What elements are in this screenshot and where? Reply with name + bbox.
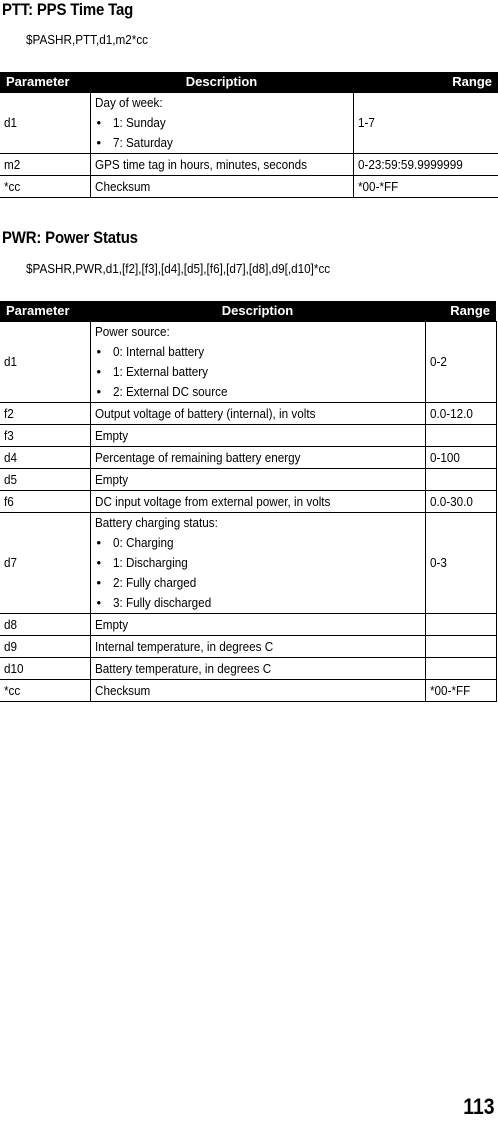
description-cell: [90, 614, 425, 636]
range-value: 0-3: [429, 555, 447, 570]
list-item-text: 1: Discharging: [112, 555, 188, 570]
parameter-name: *cc: [4, 682, 21, 698]
list-item: [95, 113, 349, 133]
pwr-header-range: Range: [425, 301, 496, 322]
pwr-header-description: Description: [90, 301, 425, 322]
table-row: [0, 491, 496, 513]
table-row: [0, 154, 498, 176]
parameter-cell: [0, 614, 90, 636]
parameter-cell: [0, 176, 90, 198]
parameter-cell: [0, 658, 90, 680]
range-cell: [425, 403, 496, 425]
table-row: [0, 658, 496, 680]
parameter-name: d10: [4, 660, 24, 676]
range-value: 0-2: [429, 354, 447, 369]
range-value: 0-23:59:59.9999999: [357, 156, 463, 172]
parameter-cell: [0, 154, 90, 176]
range-cell: [425, 491, 496, 513]
range-cell: [425, 680, 496, 702]
parameter-name: d4: [4, 449, 18, 465]
parameter-cell: [0, 403, 90, 425]
parameter-name: d7: [4, 555, 18, 570]
description-text: Checksum: [94, 178, 150, 194]
table-row: [0, 425, 496, 447]
description-text: Power source:: [94, 324, 170, 339]
pwr-section-title: PWR: Power Status: [2, 228, 138, 247]
description-cell: [90, 513, 425, 614]
list-item-text: 0: Internal battery: [112, 344, 204, 359]
description-cell: [90, 403, 425, 425]
parameter-name: d8: [4, 616, 18, 632]
range-value: 0.0-30.0: [429, 493, 473, 509]
parameter-name: d9: [4, 638, 18, 654]
description-cell: [90, 469, 425, 491]
list-item-text: 7: Saturday: [112, 135, 173, 150]
table-row: [0, 614, 496, 636]
ptt-parameter-table: [0, 72, 498, 198]
description-text: Empty: [94, 471, 128, 487]
ptt-table-header: [0, 72, 498, 93]
parameter-name: f3: [4, 427, 14, 443]
parameter-cell: [0, 513, 90, 614]
parameter-name: *cc: [4, 178, 21, 194]
bullet-list: [95, 113, 349, 153]
parameter-name: d1: [4, 354, 18, 369]
pwr-table-header: [0, 301, 496, 322]
list-item-text: 1: External battery: [112, 364, 208, 379]
table-row: [0, 447, 496, 469]
parameter-name: m2: [4, 156, 21, 172]
range-cell: [425, 636, 496, 658]
description-text: Battery temperature, in degrees C: [94, 660, 271, 676]
parameter-cell: [0, 491, 90, 513]
range-cell: [353, 154, 498, 176]
pwr-parameter-table: [0, 301, 497, 702]
range-cell: [353, 93, 498, 154]
description-cell: [90, 93, 353, 154]
table-row: [0, 680, 496, 702]
table-row: [0, 93, 498, 154]
range-cell: [353, 176, 498, 198]
page-number: 113: [462, 1094, 494, 1119]
parameter-name: f2: [4, 405, 14, 421]
parameter-name: f6: [4, 493, 14, 509]
table-row: [0, 403, 496, 425]
bullet-list: [95, 533, 421, 613]
parameter-name: d1: [4, 115, 18, 130]
description-cell: [90, 658, 425, 680]
ptt-syntax: $PASHR,PTT,d1,m2*cc: [26, 32, 149, 47]
description-text: Day of week:: [94, 95, 163, 110]
description-cell: [90, 322, 425, 403]
list-item-text: 0: Charging: [112, 535, 173, 550]
table-row: [0, 322, 496, 403]
ptt-section-title: PTT: PPS Time Tag: [2, 0, 134, 19]
range-value: *00-*FF: [429, 682, 470, 698]
list-item-text: 2: Fully charged: [112, 575, 196, 590]
parameter-cell: [0, 447, 90, 469]
ptt-header-parameter: Parameter: [0, 72, 90, 93]
range-cell: [425, 322, 496, 403]
description-text: Output voltage of battery (internal), in volts: [94, 405, 315, 421]
range-cell: [425, 614, 496, 636]
list-item: [95, 533, 421, 553]
pwr-header-parameter: Parameter: [0, 301, 90, 322]
parameter-cell: [0, 636, 90, 658]
range-value: 0-100: [429, 449, 460, 465]
parameter-name: d5: [4, 471, 18, 487]
description-text: Checksum: [94, 682, 150, 698]
description-cell: [90, 154, 353, 176]
range-cell: [425, 513, 496, 614]
parameter-cell: [0, 322, 90, 403]
range-cell: [425, 425, 496, 447]
ptt-header-description: Description: [90, 72, 353, 93]
description-cell: [90, 425, 425, 447]
parameter-cell: [0, 93, 90, 154]
pwr-syntax: $PASHR,PWR,d1,[f2],[f3],[d4],[d5],[f6],[d7],[d8],d9[,d10]*cc: [26, 261, 331, 276]
description-text: Percentage of remaining battery energy: [94, 449, 301, 465]
description-cell: [90, 491, 425, 513]
range-cell: [425, 447, 496, 469]
description-text: GPS time tag in hours, minutes, seconds: [94, 156, 307, 172]
table-row: [0, 636, 496, 658]
ptt-header-range: Range: [353, 72, 498, 93]
description-text: Empty: [94, 616, 128, 632]
parameter-cell: [0, 469, 90, 491]
description-cell: [90, 636, 425, 658]
list-item: [95, 553, 421, 573]
description-text: Empty: [94, 427, 128, 443]
description-text: DC input voltage from external power, in volts: [94, 493, 330, 509]
list-item-text: 2: External DC source: [112, 384, 227, 399]
range-value: 1-7: [357, 115, 375, 130]
list-item-text: 3: Fully discharged: [112, 595, 211, 610]
list-item: [95, 133, 349, 153]
description-text: Battery charging status:: [94, 515, 218, 530]
bullet-list: [95, 342, 421, 402]
description-text: Internal temperature, in degrees C: [94, 638, 273, 654]
description-cell: [90, 447, 425, 469]
range-cell: [425, 469, 496, 491]
description-cell: [90, 680, 425, 702]
table-row: [0, 176, 498, 198]
table-row: [0, 469, 496, 491]
parameter-cell: [0, 425, 90, 447]
list-item: [95, 342, 421, 362]
description-cell: [90, 176, 353, 198]
range-value: 0.0-12.0: [429, 405, 473, 421]
list-item: [95, 362, 421, 382]
list-item: [95, 593, 421, 613]
table-row: [0, 513, 496, 614]
list-item-text: 1: Sunday: [112, 115, 166, 130]
range-value: *00-*FF: [357, 178, 398, 194]
range-cell: [425, 658, 496, 680]
parameter-cell: [0, 680, 90, 702]
list-item: [95, 382, 421, 402]
list-item: [95, 573, 421, 593]
